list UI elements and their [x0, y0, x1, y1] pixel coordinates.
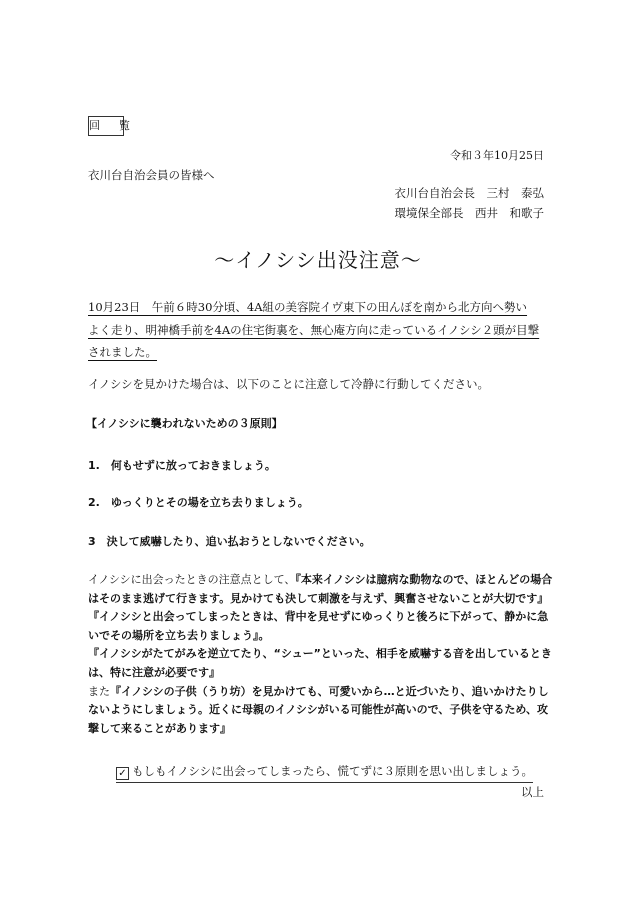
sender-chairman: 衣川台自治会長 三村 泰弘: [394, 186, 544, 200]
sender-environment-head: 環境保全部長 西井 和歌子: [394, 206, 544, 220]
rule-item-1: 1. 何もせずに放っておきましょう。: [88, 459, 276, 472]
closing-mark: 以上: [521, 785, 544, 799]
document-date: 令和３年10月25日: [450, 149, 544, 162]
sighting-line-1: 10月23日 午前６時30分頃、4A組の美容院イヴ東下の田んぼを南から北方向へ勢い: [88, 300, 528, 314]
caution-line-7-quote: 『イノシシの子供（うり坊）を見かけても、可愛いから…と近づいたり、追いかけたりし: [110, 684, 549, 698]
caution-line-6: は、特に注意が必要です』: [88, 665, 220, 679]
rules-heading: 【イノシシに襲われないための３原則】: [86, 417, 283, 430]
sighting-line-3: されました。: [88, 345, 157, 359]
final-reminder: [116, 763, 533, 783]
caution-line-7-intro: また: [88, 684, 110, 698]
sighting-report: [88, 296, 543, 364]
caution-line-1-quote: 『本来イノシシは臆病な動物なので、ほとんどの場合: [295, 573, 553, 586]
caution-paragraph: [88, 571, 552, 738]
addressee: 衣川台自治会員の皆様へ: [88, 168, 215, 182]
rule-item-3: 3 決して威嚇したり、追い払おうとしないでください。: [88, 535, 371, 548]
sighting-line-2: よく走り、明神橋手前を4Aの住宅街裏を、無心庵方向に走っているイノシシ２頭が目撃: [88, 322, 540, 337]
caution-line-4: いでその場所を立ち去りましょう』。: [88, 628, 270, 642]
kairan-box: 回 覧: [88, 116, 124, 136]
caution-line-3: 『イノシシと出会ってしまったときは、背中を見せずにゆっくりと後ろに下がって、静かに急: [88, 610, 549, 624]
caution-line-1: [88, 571, 552, 590]
checkbox-icon: ✓: [116, 767, 129, 780]
caution-line-8: ないようにしましょう。近くに母親のイノシシがいる可能性が高いので、子供を守るため、攻: [88, 703, 548, 717]
caution-line-1-intro: イノシシに出会ったときの注意点として、: [88, 573, 296, 586]
caution-line-7: [88, 683, 552, 702]
final-reminder-text: もしもイノシシに出会ってしまったら、慌てずに３原則を思い出しましょう。: [132, 764, 534, 778]
caution-line-5: 『イノシシがたてがみを逆立てたり、“シュー”といった、相手を威嚇する音を出しているとき: [88, 647, 552, 661]
caution-line-2: はそのまま逃げて行きます。見かけても決して刺激を与えず、興奮させないことが大切です』: [88, 591, 549, 605]
caution-line-9: 撃して来ることがあります』: [88, 721, 231, 735]
notice-text: イノシシを見かけた場合は、以下のことに注意して冷静に行動してください。: [88, 377, 490, 391]
rule-item-2: 2. ゆっくりとその場を立ち去りましょう。: [88, 496, 309, 509]
page-title: ～イノシシ出没注意～: [214, 248, 422, 272]
